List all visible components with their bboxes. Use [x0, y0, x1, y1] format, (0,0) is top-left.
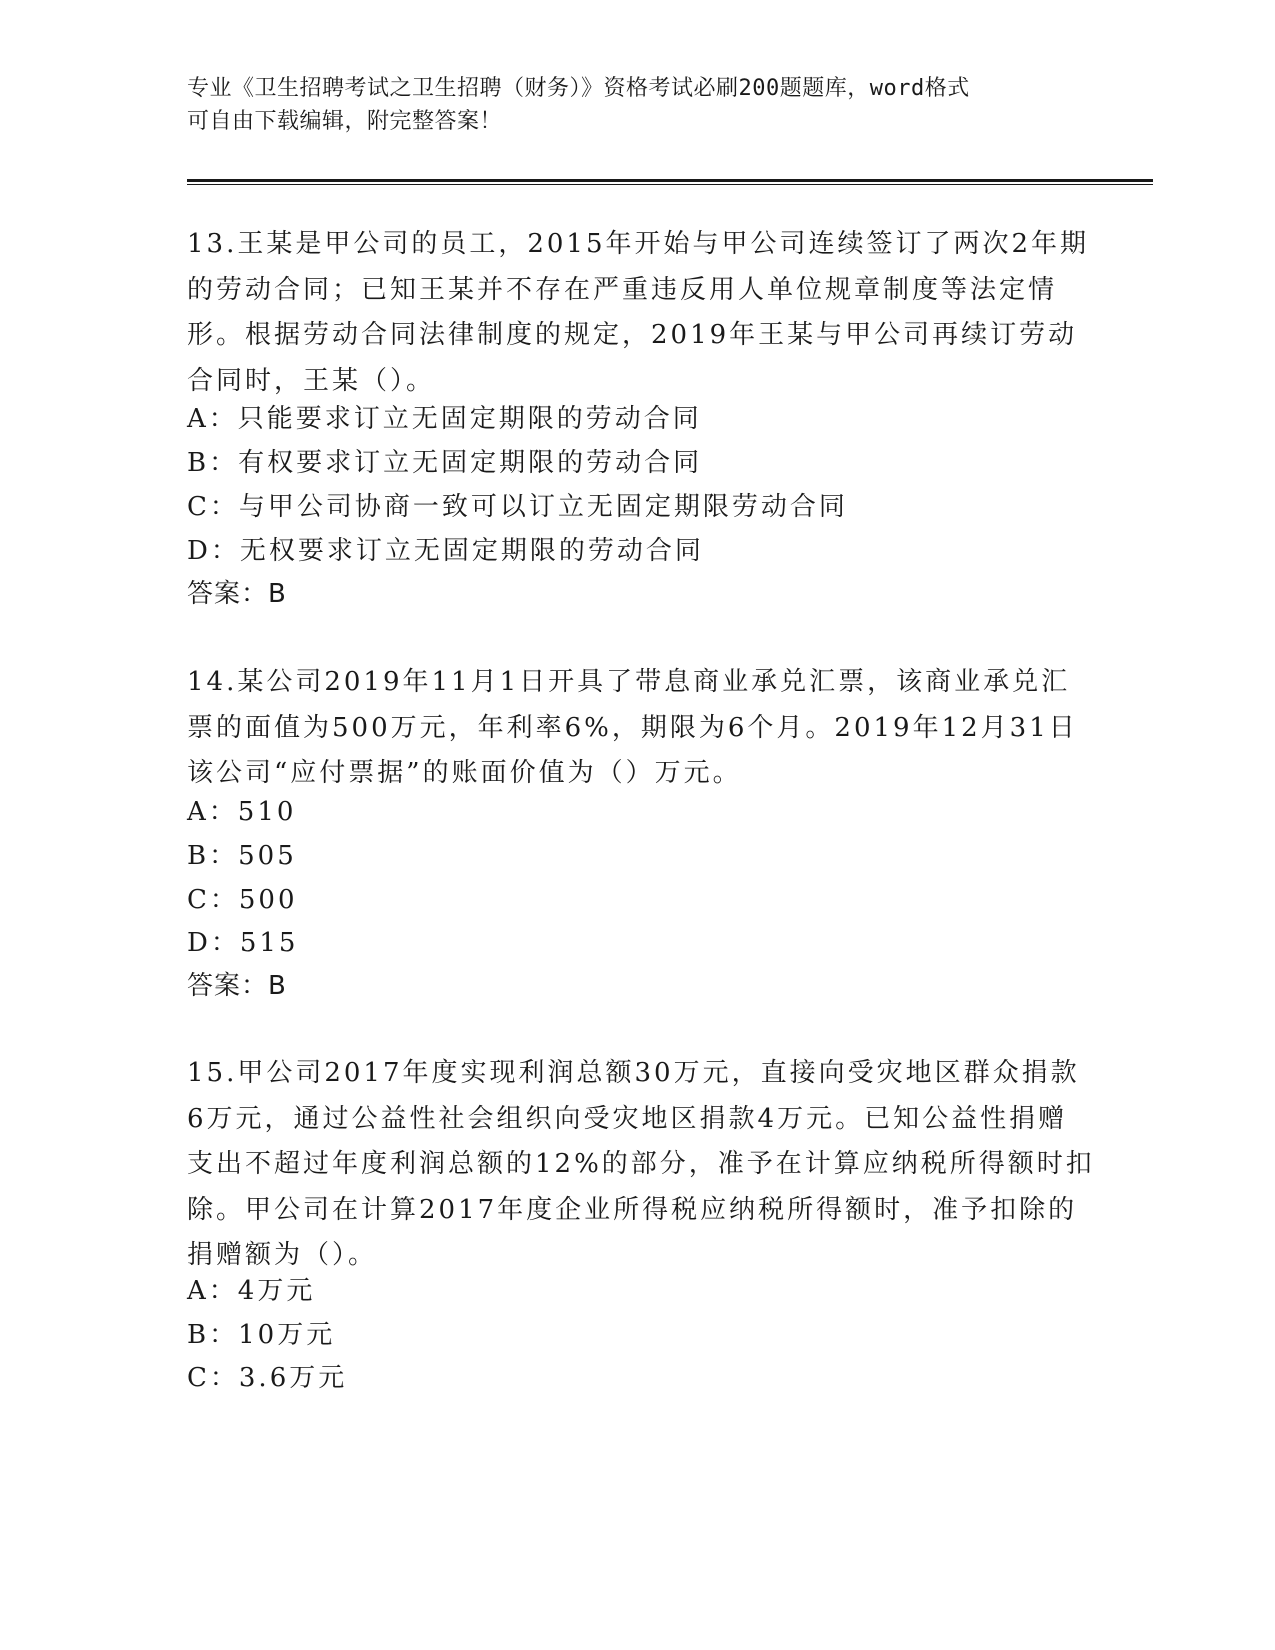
question-13-option-c: C：与甲公司协商一致可以订立无固定期限劳动合同	[187, 492, 848, 522]
question-15-text	[187, 1051, 1095, 1279]
header-line-1: 专业《卫生招聘考试之卫生招聘（财务）》资格考试必刷200题题库，word格式	[187, 76, 970, 101]
header-divider-thick	[187, 179, 1153, 182]
question-15-option-a: A：4万元	[187, 1276, 316, 1306]
question-13-text	[187, 222, 1090, 404]
question-15-line: 15.甲公司2017年度实现利润总额30万元，直接向受灾地区群众捐款	[187, 1058, 1080, 1088]
question-14-line: 14.某公司2019年11月1日开具了带息商业承兑汇票，该商业承兑汇	[187, 667, 1071, 697]
question-14-text	[187, 660, 1087, 797]
question-14-answer: 答案：B	[187, 971, 287, 1001]
question-13-line: 合同时，王某（）。	[187, 365, 436, 396]
question-14-line: 票的面值为500万元，年利率6%，期限为6个月。2019年12月31日	[187, 712, 1078, 743]
question-13-line: 13.王某是甲公司的员工，2015年开始与甲公司连续签订了两次2年期	[187, 229, 1090, 259]
question-13-option-d: D：无权要求订立无固定期限的劳动合同	[187, 536, 704, 566]
question-15-line: 支出不超过年度利润总额的12%的部分，准予在计算应纳税所得额时扣	[187, 1149, 1095, 1179]
question-15-line: 捐赠额为（）。	[187, 1240, 378, 1270]
question-14-option-a: A：510	[187, 797, 297, 827]
header-line-2: 可自由下载编辑，附完整答案！	[187, 109, 503, 134]
question-14-line: 该公司“应付票据”的账面价值为（）万元。	[187, 758, 742, 788]
question-14-option-c: C：500	[187, 885, 298, 915]
question-15-line: 除。甲公司在计算2017年度企业所得税应纳税所得额时，准予扣除的	[187, 1194, 1078, 1225]
question-14-option-d: D：515	[187, 928, 299, 958]
question-15-line: 6万元，通过公益性社会组织向受灾地区捐款4万元。已知公益性捐赠	[187, 1103, 1068, 1134]
question-14-option-b: B：505	[187, 841, 297, 871]
question-15-option-b: B：10万元	[187, 1320, 336, 1350]
question-13-line: 形。根据劳动合同法律制度的规定，2019年王某与甲公司再续订劳动	[187, 320, 1078, 350]
question-15-option-c: C：3.6万元	[187, 1363, 348, 1393]
document-header	[187, 72, 1087, 138]
question-13-option-b: B：有权要求订立无固定期限的劳动合同	[187, 448, 703, 478]
question-13-option-a: A：只能要求订立无固定期限的劳动合同	[187, 404, 702, 434]
question-13-answer: 答案：B	[187, 579, 287, 609]
header-divider-thin	[187, 184, 1153, 185]
question-13-line: 的劳动合同；已知王某并不存在严重违反用人单位规章制度等法定情	[187, 274, 1058, 305]
